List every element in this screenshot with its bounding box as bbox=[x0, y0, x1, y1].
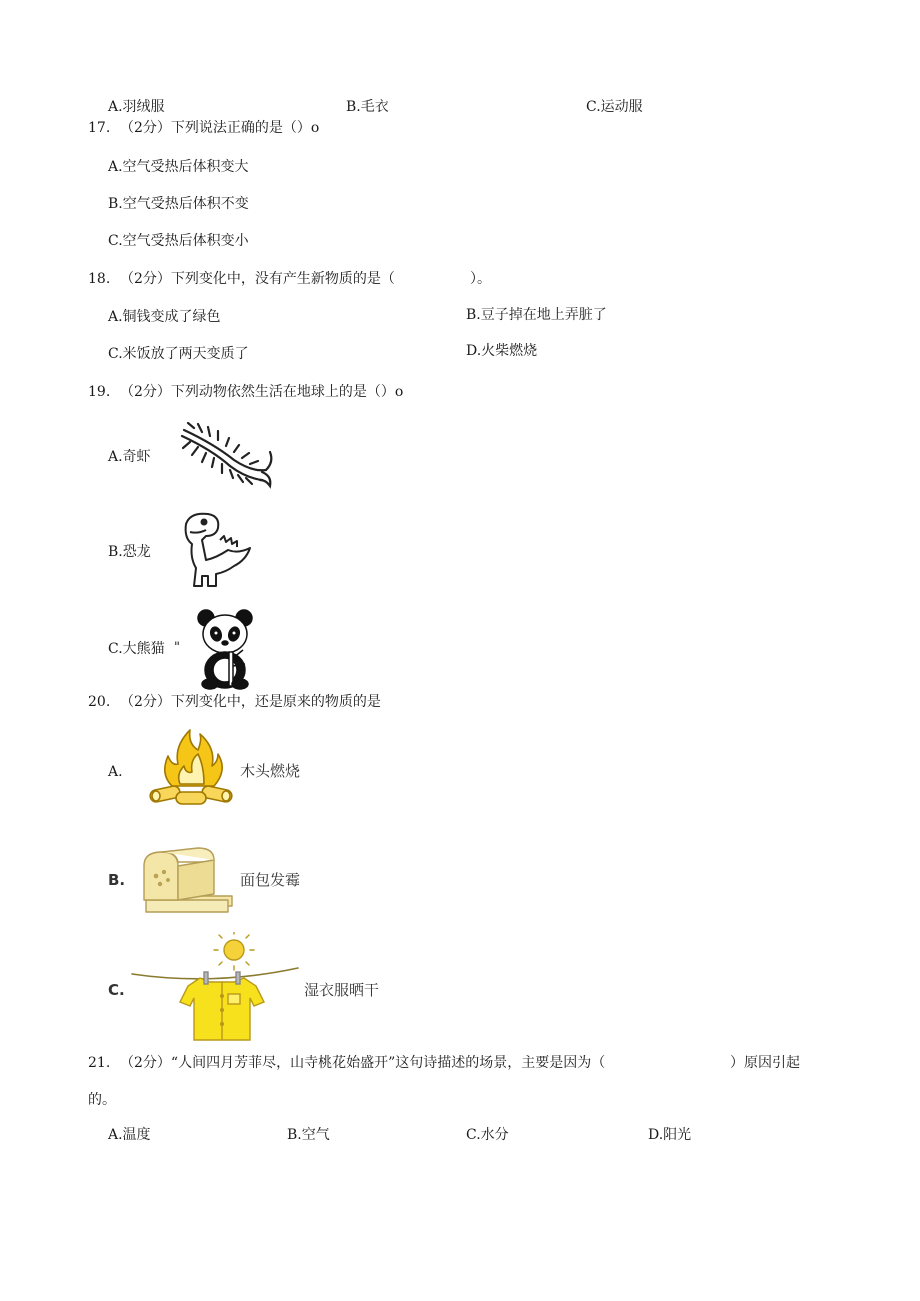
q18-stem: （2分）下列变化中，没有产生新物质的是（ bbox=[120, 271, 395, 287]
q21-option-d[interactable]: D.阳光 bbox=[648, 1127, 692, 1143]
q19-number: 19. bbox=[88, 384, 111, 400]
q20-option-a-letter[interactable]: A. bbox=[108, 764, 123, 780]
q17-option-a[interactable]: A.空气受热后体积变大 bbox=[108, 159, 249, 175]
q20-option-b-letter[interactable]: B. bbox=[108, 871, 126, 889]
drying-shirt-icon bbox=[130, 932, 300, 1044]
dinosaur-icon bbox=[176, 510, 258, 592]
q19-stray-mark: " bbox=[174, 640, 180, 655]
q16-option-b[interactable]: B.毛衣 bbox=[346, 99, 389, 115]
q21-option-b[interactable]: B.空气 bbox=[287, 1127, 330, 1143]
q19-option-a[interactable]: A.奇虾 bbox=[108, 449, 151, 465]
q21-stem-tail: ）原因引起 bbox=[730, 1055, 800, 1071]
q20-stem: （2分）下列变化中，还是原来的物质的是 bbox=[120, 694, 381, 710]
q16-option-c[interactable]: C.运动服 bbox=[586, 99, 643, 115]
campfire-icon bbox=[146, 726, 236, 812]
panda-icon bbox=[196, 608, 256, 690]
q17-option-b[interactable]: B.空气受热后体积不变 bbox=[108, 196, 249, 212]
q21-stem-continued: 的。 bbox=[88, 1092, 116, 1108]
q20-option-c-caption: 湿衣服晒干 bbox=[304, 981, 380, 999]
q19-option-c[interactable]: C.大熊猫 bbox=[108, 641, 165, 657]
q21-stem: （2分）“人间四月芳菲尽，山寺桃花始盛开”这句诗描述的场景，主要是因为（ bbox=[120, 1055, 606, 1071]
moldy-bread-icon bbox=[136, 846, 236, 918]
q21-option-a[interactable]: A.温度 bbox=[108, 1127, 151, 1143]
q20-option-c-letter[interactable]: C. bbox=[108, 981, 125, 999]
q17-stem: （2分）下列说法正确的是（）o bbox=[120, 120, 320, 136]
q20-number: 20. bbox=[88, 694, 111, 710]
q18-stem-tail: ）。 bbox=[470, 271, 491, 287]
q17-option-c[interactable]: C.空气受热后体积变小 bbox=[108, 233, 249, 249]
q20-option-b-caption: 面包发霉 bbox=[240, 871, 301, 889]
q19-stem: （2分）下列动物依然生活在地球上的是（）o bbox=[120, 384, 404, 400]
anomalocaris-icon bbox=[174, 420, 278, 492]
q20-option-a-caption: 木头燃烧 bbox=[240, 762, 301, 780]
q17-number: 17. bbox=[88, 120, 111, 136]
q18-number: 18. bbox=[88, 271, 111, 287]
q21-number: 21. bbox=[88, 1055, 111, 1071]
q16-option-a[interactable]: A.羽绒服 bbox=[108, 99, 165, 115]
q18-option-d[interactable]: D.火柴燃烧 bbox=[466, 343, 538, 359]
q21-option-c[interactable]: C.水分 bbox=[466, 1127, 509, 1143]
q18-option-b[interactable]: B.豆子掉在地上弄脏了 bbox=[466, 307, 607, 323]
q18-option-a[interactable]: A.铜钱变成了绿色 bbox=[108, 309, 221, 325]
q19-option-b[interactable]: B.恐龙 bbox=[108, 544, 151, 560]
q18-option-c[interactable]: C.米饭放了两天变质了 bbox=[108, 346, 249, 362]
